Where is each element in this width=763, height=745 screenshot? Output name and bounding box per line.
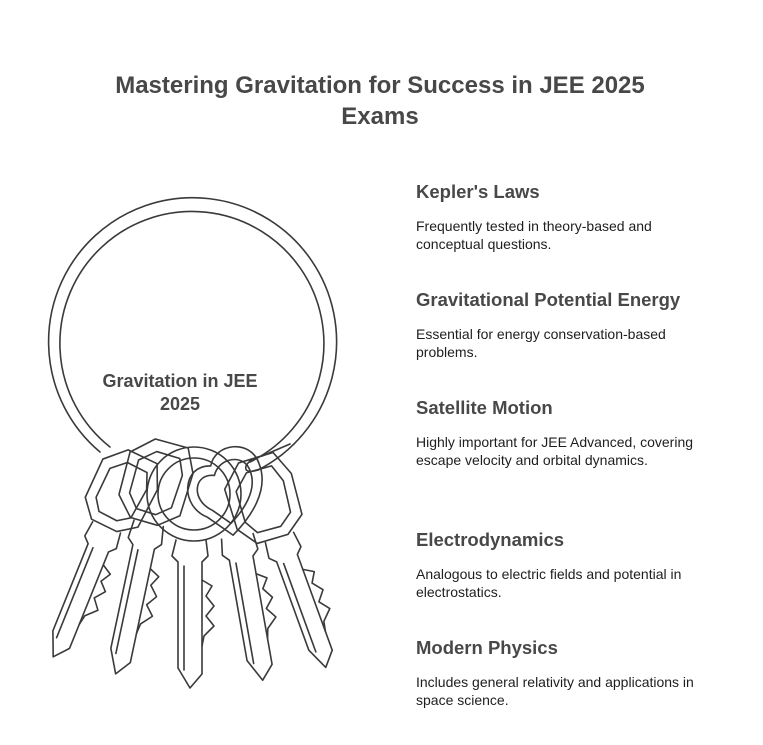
topic-heading: Electrodynamics: [416, 529, 565, 550]
ring-label: Gravitation in JEE 2025: [102, 371, 258, 414]
key-icon-1: [25, 442, 167, 670]
topic-heading: Gravitational Potential Energy: [416, 289, 681, 310]
topic-item-keplers-laws: [416, 181, 746, 253]
topic-item-gravitational-potential-energy: [416, 289, 746, 361]
topic-description: Analogous to electric fields and potential in electrostatics.: [416, 566, 682, 600]
key-icon-2: [82, 434, 198, 681]
topic-item-satellite-motion: [416, 397, 746, 469]
key-icon-5: [216, 447, 358, 680]
topic-description: Essential for energy conservation-based problems.: [416, 326, 666, 360]
topic-item-electrodynamics: [416, 529, 746, 601]
keyring-illustration: [0, 170, 400, 710]
topic-heading: Kepler's Laws: [416, 181, 540, 202]
key-ring-icon: [49, 198, 337, 472]
topic-heading: Satellite Motion: [416, 397, 553, 418]
topic-description: Highly important for JEE Advanced, covering escape velocity and orbital dynamics.: [416, 434, 694, 468]
key-icon-3: [147, 447, 241, 688]
page-title: Mastering Gravitation for Success in JEE 2025 Exams: [115, 72, 645, 130]
topic-heading: Modern Physics: [416, 637, 558, 658]
topic-description: Includes general relativity and applications in space science.: [416, 674, 694, 708]
topic-description: Frequently tested in theory-based and conceptual questions.: [416, 218, 652, 252]
topic-item-modern-physics: [416, 637, 746, 709]
